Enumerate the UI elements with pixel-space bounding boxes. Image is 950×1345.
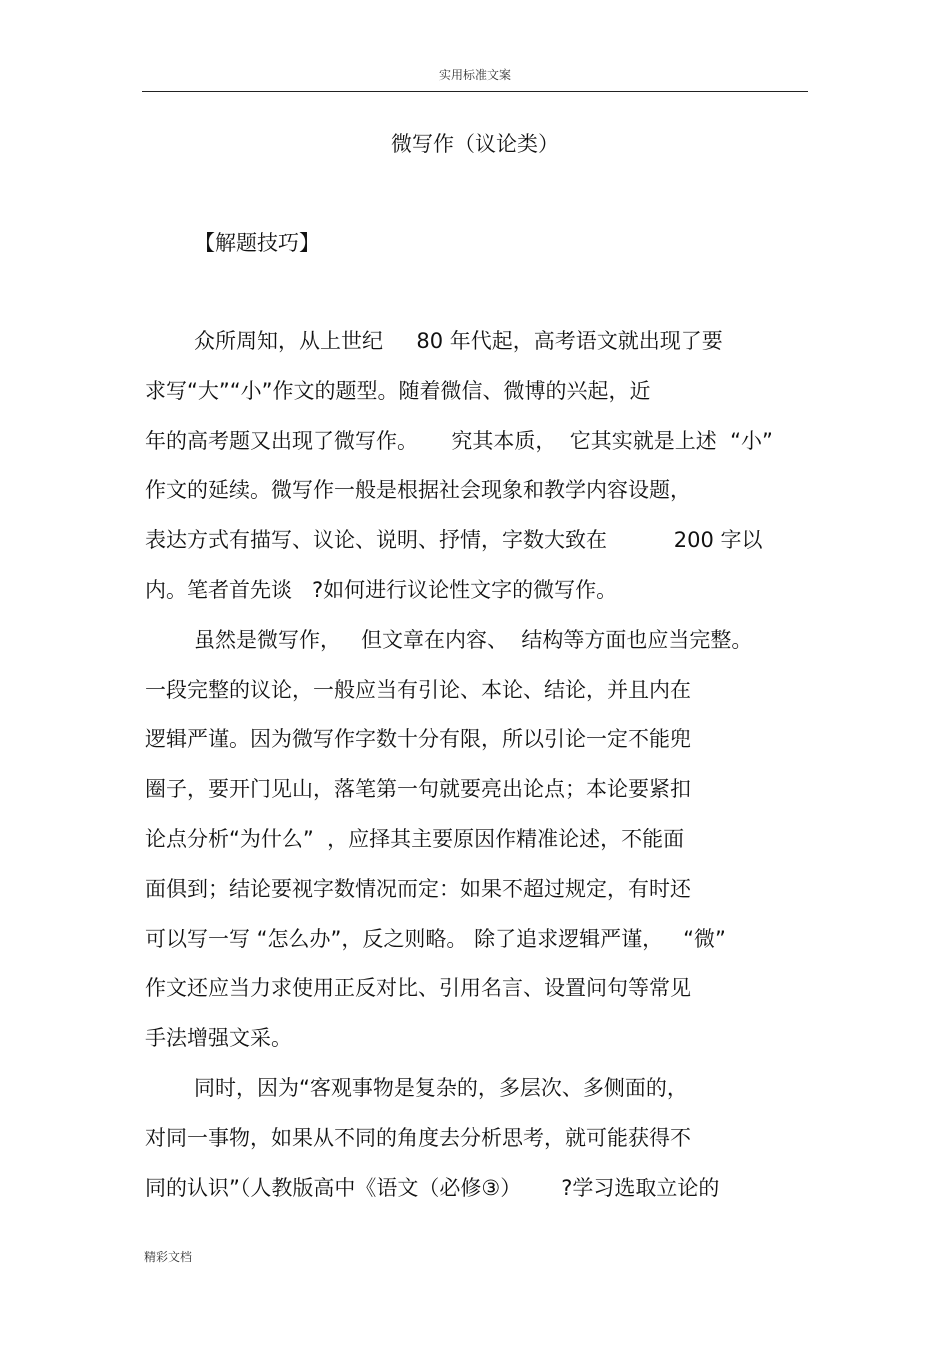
page-footer: 精彩文档 (144, 1250, 193, 1264)
page-header: 实用标准文案 (438, 68, 511, 82)
body-text (145, 320, 815, 1216)
body-line: 面俱到；结论要视字数情况而定：如果不超过规定，有时还 (145, 876, 691, 901)
body-line: 逻辑严谨。因为微写作字数十分有限，所以引论一定不能兜 (145, 727, 691, 752)
body-line: 同的认识”（人教版高中《语文（必修③） ?学习选取立论的 (145, 1175, 720, 1200)
body-line: 一段完整的议论，一般应当有引论、本论、结论，并且内在 (145, 677, 691, 702)
body-line: 论点分析“为什么” ，应择其主要原因作精准论述，不能面 (145, 826, 685, 851)
body-line: 内。笔者首先谈 ?如何进行议论性文字的微写作。 (145, 577, 618, 602)
body-line: 作文还应当力求使用正反对比、引用名言、设置问句等常见 (145, 976, 691, 1001)
body-line: 表达方式有描写、议论、说明、抒情，字数大致在 200 字以 (145, 528, 763, 553)
body-line: 作文的延续。微写作一般是根据社会现象和教学内容设题， (145, 478, 691, 503)
body-line: 年的高考题又出现了微写作。 究其本质， 它其实就是上述 “小” (145, 428, 773, 453)
body-line: 手法增强文采。 (145, 1026, 292, 1051)
body-line: 同时，因为“客观事物是复杂的，多层次、多侧面的， (194, 1075, 688, 1100)
body-line: 虽然是微写作， 但文章在内容、 结构等方面也应当完整。 (194, 627, 753, 652)
header-divider (142, 91, 808, 92)
body-line: 求写“大”“小”作文的题型。随着微信、微博的兴起，近 (145, 378, 651, 403)
body-line: 可以写一写 “怎么办”，反之则略。 除了追求逻辑严谨， “微” (145, 926, 726, 951)
body-line: 众所周知，从上世纪 80 年代起，高考语文就出现了要 (194, 329, 723, 353)
section-heading: 【解题技巧】 (194, 231, 320, 255)
document-title: 微写作（议论类） (391, 132, 559, 156)
body-line: 圈子，要开门见山，落笔第一句就要亮出论点；本论要紧扣 (145, 777, 691, 802)
body-line: 对同一事物，如果从不同的角度去分析思考，就可能获得不 (145, 1125, 691, 1150)
